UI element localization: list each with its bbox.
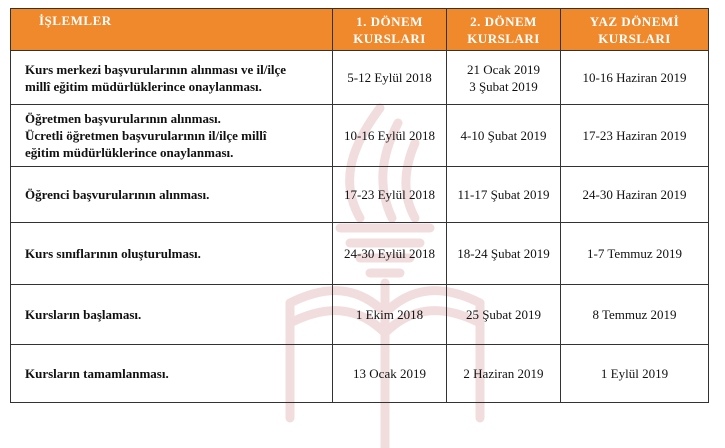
table-header-row xyxy=(11,9,709,51)
table-row xyxy=(11,223,709,285)
operation-cell: Kursların tamamlanması. xyxy=(11,345,333,403)
schedule-document xyxy=(10,8,708,403)
operation-cell: Öğretmen başvurularının alınması. Ücretli öğretmen başvurularının il/ilçe millî eğitim müdürlüklerince onaylanması. xyxy=(11,105,333,167)
header-term1: 1. DÖNEM KURSLARI xyxy=(333,9,447,51)
term1-date-cell: 1 Ekim 2018 xyxy=(333,285,447,345)
term2-date-cell: 2 Haziran 2019 xyxy=(447,345,561,403)
term2-date-cell: 25 Şubat 2019 xyxy=(447,285,561,345)
summer-date-cell: 1-7 Temmuz 2019 xyxy=(561,223,709,285)
term1-date-cell: 17-23 Eylül 2018 xyxy=(333,167,447,223)
summer-date-cell: 10-16 Haziran 2019 xyxy=(561,51,709,105)
summer-date-cell: 24-30 Haziran 2019 xyxy=(561,167,709,223)
schedule-table xyxy=(10,8,709,403)
summer-date-cell: 17-23 Haziran 2019 xyxy=(561,105,709,167)
term1-date-cell: 24-30 Eylül 2018 xyxy=(333,223,447,285)
header-summer: YAZ DÖNEMİ KURSLARI xyxy=(561,9,709,51)
header-term2: 2. DÖNEM KURSLARI xyxy=(447,9,561,51)
table-row xyxy=(11,345,709,403)
operation-cell: Öğrenci başvurularının alınması. xyxy=(11,167,333,223)
summer-date-cell: 1 Eylül 2019 xyxy=(561,345,709,403)
operation-cell: Kursların başlaması. xyxy=(11,285,333,345)
term2-date-cell: 4-10 Şubat 2019 xyxy=(447,105,561,167)
term1-date-cell: 13 Ocak 2019 xyxy=(333,345,447,403)
term2-date-cell: 18-24 Şubat 2019 xyxy=(447,223,561,285)
term1-date-cell: 5-12 Eylül 2018 xyxy=(333,51,447,105)
term2-date-cell: 11-17 Şubat 2019 xyxy=(447,167,561,223)
table-row xyxy=(11,167,709,223)
table-row xyxy=(11,285,709,345)
table-row xyxy=(11,51,709,105)
term1-date-cell: 10-16 Eylül 2018 xyxy=(333,105,447,167)
term2-date-cell: 21 Ocak 2019 3 Şubat 2019 xyxy=(447,51,561,105)
summer-date-cell: 8 Temmuz 2019 xyxy=(561,285,709,345)
operation-cell: Kurs merkezi başvurularının alınması ve il/ilçe millî eğitim müdürlüklerince onaylanması. xyxy=(11,51,333,105)
operation-cell: Kurs sınıflarının oluşturulması. xyxy=(11,223,333,285)
table-row xyxy=(11,105,709,167)
header-operations: İŞLEMLER xyxy=(11,9,333,51)
